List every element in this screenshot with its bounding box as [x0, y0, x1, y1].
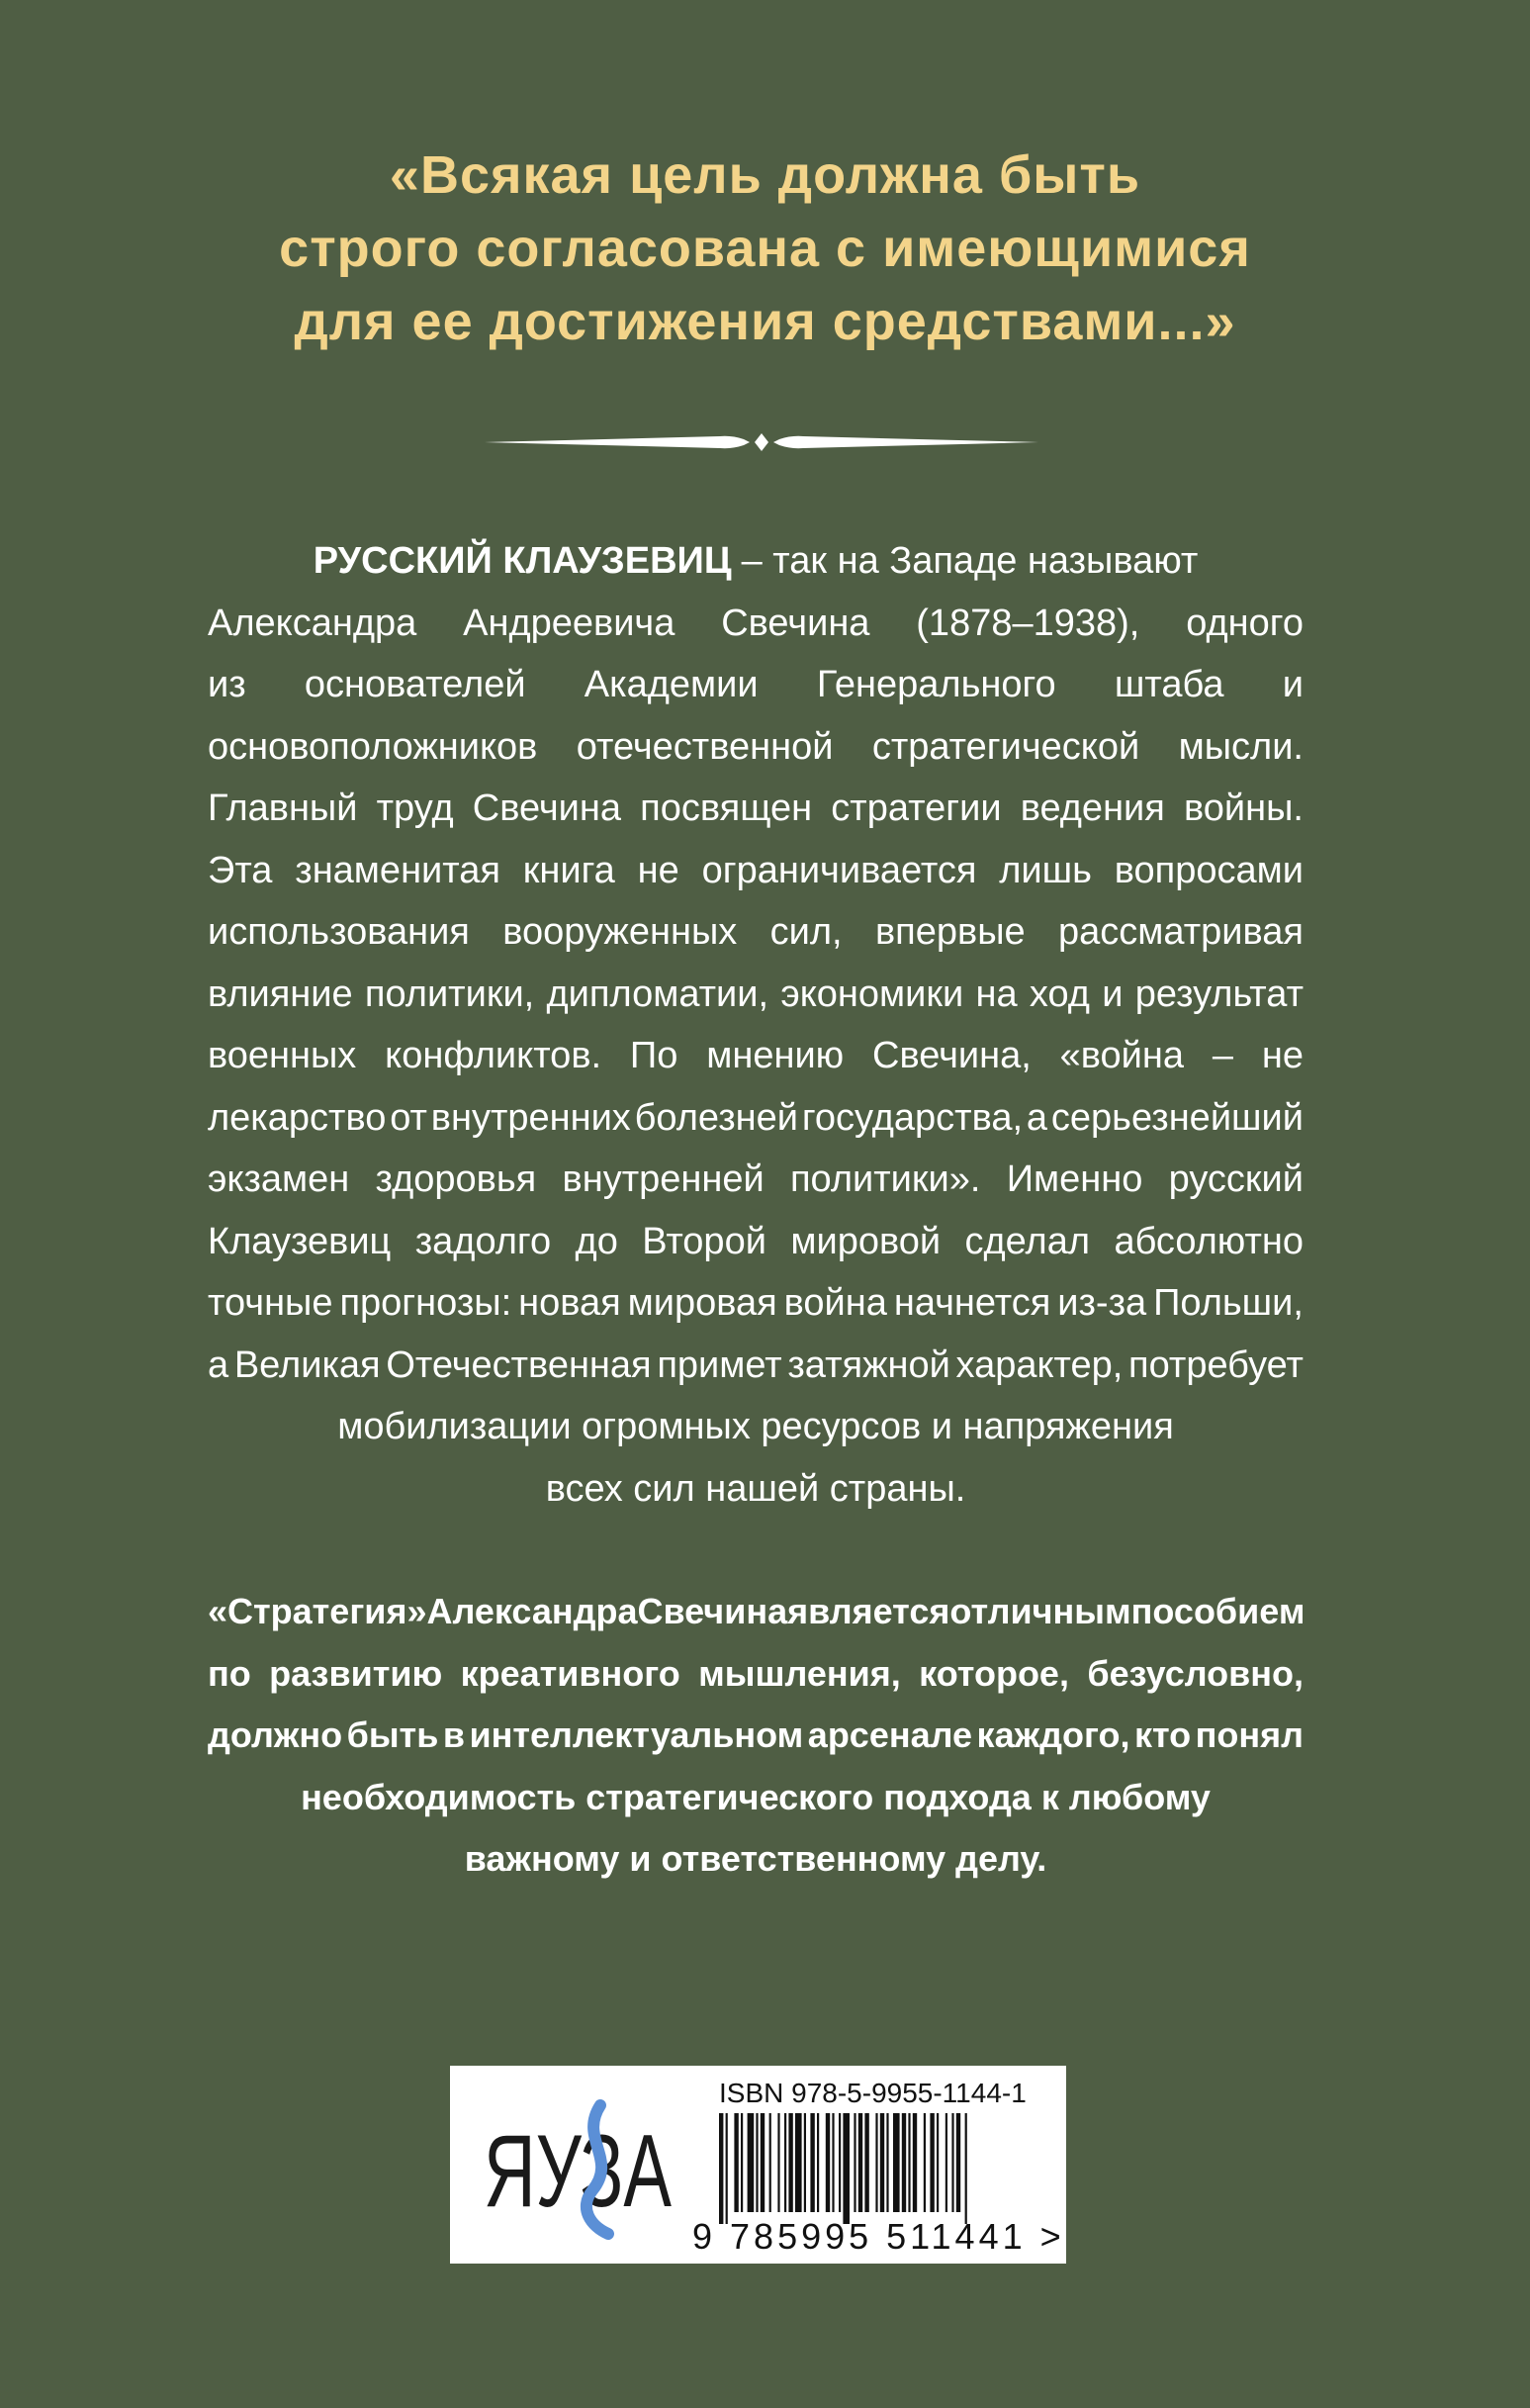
word: характер, [955, 1343, 1124, 1386]
publisher-logo-text: ЯУЗА [484, 2114, 673, 2229]
word: рассматривая [1058, 911, 1304, 953]
word: и [1102, 972, 1124, 1015]
word: внутренних [430, 1096, 631, 1139]
word: внутренней [562, 1158, 765, 1200]
barcode-bar [951, 2113, 953, 2212]
barcode-bar [908, 2113, 910, 2212]
word: Главный [208, 787, 358, 829]
barcode-bar [719, 2113, 723, 2224]
barcode-bar [839, 2113, 841, 2212]
barcode-bar [843, 2113, 850, 2224]
word: политики, [364, 972, 535, 1015]
word: русский [1168, 1158, 1304, 1200]
word: политики». [789, 1158, 981, 1200]
isbn-label: ISBN 978-5-9955-1144-1 [719, 2078, 1027, 2108]
promo-line: необходимость стратегического подхода к любому [301, 1776, 1211, 1817]
word: экзамен [208, 1158, 350, 1200]
description-lead: РУССКИЙ КЛАУЗЕВИЦ [313, 540, 732, 582]
word: примет [657, 1343, 782, 1386]
description-line [208, 778, 1304, 840]
word: дипломатии, [546, 972, 769, 1015]
promo-line: важному и ответственному делу. [464, 1838, 1047, 1879]
quote-line: строго согласована с имеющимися [279, 219, 1251, 278]
word: по [208, 1652, 251, 1694]
barcode-bar [937, 2113, 939, 2212]
word: болезней [634, 1096, 798, 1139]
word: должно [208, 1714, 343, 1755]
word: впервые [874, 911, 1026, 953]
word: до [575, 1220, 618, 1262]
barcode-bar [734, 2113, 738, 2212]
word: Второй [642, 1220, 766, 1262]
word: серьезнейший [1050, 1096, 1304, 1139]
word: начнется [893, 1282, 1051, 1324]
word: Андреевича [463, 602, 675, 644]
barcode-bar [858, 2113, 862, 2212]
promo-line [208, 1643, 1304, 1706]
barcode-bar [893, 2113, 900, 2212]
word: точные [208, 1282, 333, 1324]
barcode-bar [880, 2113, 884, 2212]
word: Эта [208, 849, 273, 891]
word: основоположников [208, 725, 538, 768]
word: результат [1134, 972, 1304, 1015]
word: мнению [706, 1035, 845, 1076]
word: – [1212, 1035, 1234, 1076]
barcode-bar [777, 2113, 779, 2212]
word: потребует [1128, 1343, 1304, 1386]
barcode-bar [788, 2113, 792, 2212]
barcode-bar [913, 2113, 917, 2212]
word: государства, [801, 1096, 1024, 1139]
barcode-bar [817, 2113, 819, 2212]
word: мысли. [1178, 725, 1304, 768]
word: не [1261, 1035, 1304, 1076]
word: прогнозы: [339, 1282, 512, 1324]
barcode-bar [748, 2113, 755, 2212]
word: отличным [949, 1591, 1131, 1631]
word: Свечина [637, 1591, 788, 1631]
word: в [442, 1714, 465, 1755]
word: отечественной [576, 725, 834, 768]
word: новая [518, 1282, 621, 1324]
barcode-bar [741, 2113, 743, 2212]
barcode-bar [875, 2113, 877, 2212]
word: труд [376, 787, 454, 829]
word: экономики [780, 972, 964, 1015]
word: мировая [627, 1282, 777, 1324]
word: влияние [208, 972, 353, 1015]
word: мышления, [698, 1652, 901, 1694]
barcode-bar [795, 2113, 802, 2212]
barcode-bar [756, 2113, 758, 2212]
description-line [208, 901, 1304, 964]
word: «Стратегия» [208, 1591, 427, 1631]
word: Отечественная [386, 1343, 652, 1386]
barcode-bar [945, 2113, 947, 2212]
barcode-bar [726, 2113, 728, 2224]
word: Александра [208, 602, 417, 644]
word: от [390, 1096, 427, 1139]
description-line [208, 964, 1304, 1026]
word: арсенале [807, 1714, 973, 1755]
word: а [208, 1343, 229, 1386]
word: и [1282, 664, 1304, 705]
word: которое, [919, 1652, 1069, 1694]
description-line [208, 593, 1304, 655]
word: сделал [964, 1220, 1091, 1262]
word: абсолютно [1114, 1220, 1304, 1262]
promo-line [208, 1581, 1304, 1643]
word: По [629, 1035, 678, 1076]
word: ход [1029, 972, 1090, 1015]
barcode-bar [832, 2113, 834, 2212]
barcode-bar [810, 2113, 814, 2212]
promo-line [208, 1705, 1304, 1767]
word: Академии [584, 664, 759, 705]
barcode [719, 2113, 1045, 2224]
word: быть [346, 1714, 439, 1755]
quote-line: «Всякая цель должна быть [389, 145, 1141, 205]
barcode-bar [930, 2113, 934, 2212]
description-line [208, 1272, 1304, 1335]
barcode-bar [826, 2113, 830, 2212]
word: Клаузевиц [208, 1220, 392, 1262]
word: креативного [460, 1652, 680, 1694]
description-line [208, 1335, 1304, 1397]
barcode-bar [956, 2113, 960, 2212]
book-description [208, 530, 1304, 1520]
word: безусловно, [1087, 1652, 1304, 1694]
barcode-bar [804, 2113, 806, 2212]
barcode-digits: 9 785995 511441 > [692, 2216, 1065, 2257]
word: штаба [1114, 664, 1224, 705]
word: «война [1059, 1035, 1185, 1076]
word: здоровья [375, 1158, 537, 1200]
word: ведения [1020, 787, 1165, 829]
word: Генерального [816, 664, 1056, 705]
word: мировой [790, 1220, 942, 1262]
word: лишь [999, 849, 1092, 891]
word: посвящен [640, 787, 813, 829]
word: Свечина, [872, 1035, 1032, 1076]
word: книга [522, 849, 615, 891]
word: на [975, 972, 1018, 1015]
word: не [637, 849, 679, 891]
word: пособием [1130, 1591, 1305, 1631]
barcode-panel [450, 2066, 1066, 2264]
word: лекарство [208, 1096, 387, 1139]
cover-quote [0, 139, 1530, 358]
description-line [208, 1025, 1304, 1087]
description-line [208, 1211, 1304, 1273]
ornament-divider [485, 427, 1038, 457]
word: вопросами [1114, 849, 1304, 891]
word: знаменитая [295, 849, 500, 891]
word: ограничивается [701, 849, 977, 891]
word: кто [1133, 1714, 1192, 1755]
description-line [208, 1149, 1304, 1211]
description-line: мобилизации огромных ресурсов и напряжения [337, 1406, 1174, 1447]
barcode-bar [924, 2113, 926, 2212]
barcode-bar [769, 2113, 771, 2212]
word: Именно [1006, 1158, 1143, 1200]
word: задолго [414, 1220, 552, 1262]
description-line: РУССКИЙ КЛАУЗЕВИЦ – так на Западе называют [208, 530, 1304, 593]
word: затяжной [787, 1343, 950, 1386]
word: каждого, [976, 1714, 1130, 1755]
word: основателей [304, 664, 526, 705]
description-line [208, 840, 1304, 902]
word: конфликтов. [385, 1035, 602, 1076]
word: военных [208, 1035, 357, 1076]
word: войны. [1184, 787, 1304, 829]
word: Свечина [721, 602, 870, 644]
word: является [787, 1591, 950, 1631]
barcode-bar [965, 2113, 967, 2224]
word: (1878–1938), [916, 602, 1140, 644]
word: Польши, [1153, 1282, 1304, 1324]
word: а [1026, 1096, 1048, 1139]
word: использования [208, 911, 470, 953]
word: из-за [1057, 1282, 1147, 1324]
description-line [208, 716, 1304, 779]
word: Великая [233, 1343, 381, 1386]
publisher-logo [484, 2099, 672, 2238]
word: стратегии [831, 787, 1002, 829]
promo-text [208, 1581, 1304, 1891]
barcode-bar [854, 2113, 855, 2212]
barcode-bar [784, 2113, 786, 2212]
word: вооруженных [502, 911, 738, 953]
word: развитию [269, 1652, 443, 1694]
barcode-bar [864, 2113, 868, 2212]
word: Александра [426, 1591, 638, 1631]
description-line [208, 654, 1304, 716]
description-line: всех сил нашей страны. [545, 1467, 966, 1510]
word: Свечина [472, 787, 621, 829]
word: сил, [769, 911, 843, 953]
word: стратегической [871, 725, 1140, 768]
barcode-bar [761, 2113, 765, 2212]
barcode-bar [902, 2113, 906, 2212]
barcode-bar [886, 2113, 888, 2212]
quote-line: для ее достижения средствами...» [294, 292, 1236, 351]
word: одного [1186, 602, 1304, 644]
description-line [208, 1087, 1304, 1150]
word: интеллектуальном [469, 1714, 804, 1755]
word: из [208, 664, 246, 705]
word: война [783, 1282, 887, 1324]
word: понял [1195, 1714, 1304, 1755]
